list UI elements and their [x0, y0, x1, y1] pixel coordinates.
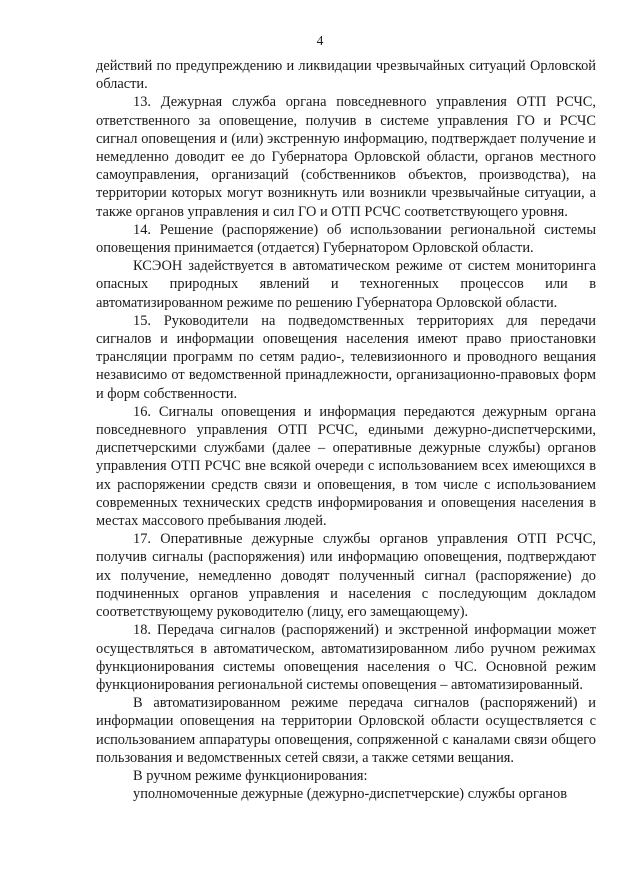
paragraph-15: 15. Руководители на подведомственных территориях для передачи сигналов и информации оповещения населения имеют право приостановки трансляции программ по сетям радио-, телевизионного и проводного вещания независимо от ведомственной принадлежности, организационно-правовых форм и форм собственности.	[96, 312, 596, 402]
paragraph-17: 17. Оперативные дежурные службы органов управления ОТП РСЧС, получив сигналы (распоряжения) или информацию оповещения, подтверждают их получение, немедленно доводят полученный сигнал (распоряжение) до подчиненных органов управления и населения с последующим докладом соответствующему руководителю (лицу, его замещающему).	[96, 531, 596, 621]
paragraph-16: 16. Сигналы оповещения и информация передаются дежурным органа повседневного управления ОТП РСЧС, едиными дежурно-диспетчерскими, диспетчерскими службами (далее – оперативные дежурные службы) органов управления ОТП РСЧС вне всякой очереди с использованием всех имеющихся в их распоряжении средств связи и оповещения, в том числе с использованием современных технических средств информирования и оповещения населения в местах массового пребывания людей.	[96, 403, 596, 530]
page-number: 4	[316, 33, 324, 48]
paragraph-kseon: КСЭОН задействуется в автоматическом режиме от систем мониторинга опасных природных явлений и техногенных процессов или в автоматизированном режиме по решению Губернатора Орловской области.	[96, 258, 596, 311]
paragraph-continuation: действий по предупреждению и ликвидации чрезвычайных ситуаций Орловской области.	[96, 58, 596, 93]
paragraph-18: 18. Передача сигналов (распоряжений) и экстренной информации может осуществляться в автоматическом, автоматизированном либо ручном режимах функционирования системы оповещения населения о ЧС. Основной режим функционирования региональной системы оповещения – автоматизированный.	[96, 622, 596, 693]
paragraph-automated-mode: В автоматизированном режиме передача сигналов (распоряжений) и информации оповещения на территории Орловской области осуществляется с использованием аппаратуры оповещения, сопряженной с каналами связи общего пользования и ведомственных сетей связи, а также сетями вещания.	[96, 695, 596, 766]
paragraph-14: 14. Решение (распоряжение) об использовании региональной системы оповещения принимается (отдается) Губернатором Орловской области.	[96, 221, 596, 257]
paragraph-authorized-services: уполномоченные дежурные (дежурно-диспетчерские) службы органов	[133, 786, 567, 803]
paragraph-manual-mode: В ручном режиме функционирования:	[133, 767, 368, 784]
document-body	[96, 57, 596, 803]
paragraph-13: 13. Дежурная служба органа повседневного управления ОТП РСЧС, ответственного за оповещение, получив в системе управления ГО и РСЧС сигнал оповещения и (или) экстренную информацию, подтверждает получение и немедленно доводит ее до Губернатора Орловской области, органов местного самоуправления, организаций (собственников объектов, производства), на территории которых могут возникнуть или возникли чрезвычайные ситуации, а также органов управления и сил ГО и ОТП РСЧС соответствующего уровня.	[96, 94, 596, 220]
